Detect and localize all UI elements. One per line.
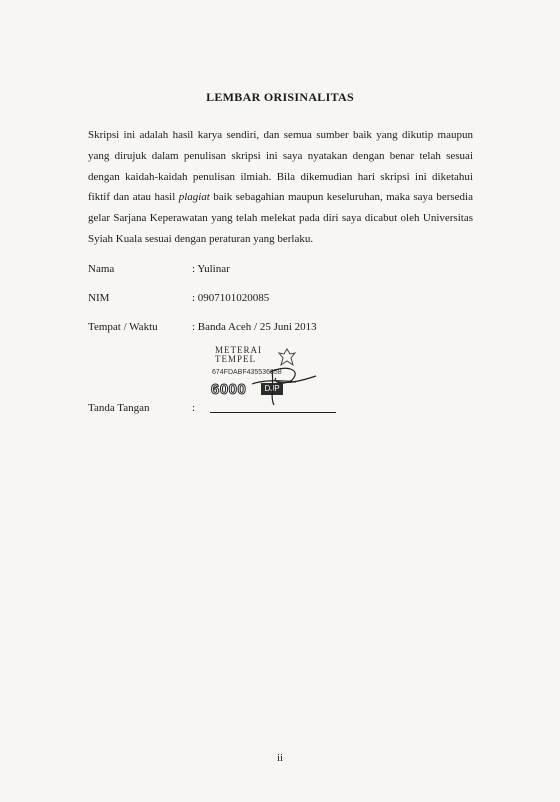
sign-colon: : <box>192 402 196 414</box>
page-title: LEMBAR ORISINALITAS <box>206 90 354 104</box>
handwritten-signature-icon <box>212 350 322 410</box>
place-label: Tempat / Waktu <box>88 321 158 333</box>
stamp-tag: DJP <box>261 383 283 395</box>
signature-line <box>210 412 336 413</box>
sign-label: Tanda Tangan <box>88 402 150 414</box>
stamp-line1: METERAI <box>215 345 262 355</box>
nim-label: NIM <box>88 292 110 304</box>
nim-value: : 0907101020085 <box>192 292 270 304</box>
name-value: : Yulinar <box>192 263 230 275</box>
field-name <box>88 263 230 275</box>
statement-text-1: Skripsi ini adalah hasil karya sendiri, dan semua sumber baik yang dikutip maupun yang dirujuk dalam penulisan skripsi ini saya nyatakan dengan benar telah sesuai dengan kaidah-kaidah penulisan ilmiah. Bila dikemudian hari skripsi ini diketahui fiktif dan atau hasil <box>88 129 473 204</box>
page-number: ii <box>276 752 284 764</box>
name-label: Nama <box>88 263 115 275</box>
originality-statement <box>88 125 473 250</box>
stamp-code: 674FDABF435536858 <box>212 369 282 376</box>
field-place-time <box>88 321 317 333</box>
statement-text-2: baik sebagahian maupun keseluruhan, maka saya bersedia gelar Sarjana Keperawatan yang telah melekat pada diri saya dicabut oleh Universitas Syiah Kuala sesuai dengan peraturan yang berlaku. <box>88 191 473 245</box>
stamp-value: 6000 <box>211 381 247 398</box>
field-nim <box>88 292 269 304</box>
place-value: : Banda Aceh / 25 Juni 2013 <box>192 321 317 333</box>
stamp-line2: TEMPEL <box>215 354 256 364</box>
field-signature <box>88 402 195 414</box>
statement-italic-term: plagiat <box>178 191 210 204</box>
